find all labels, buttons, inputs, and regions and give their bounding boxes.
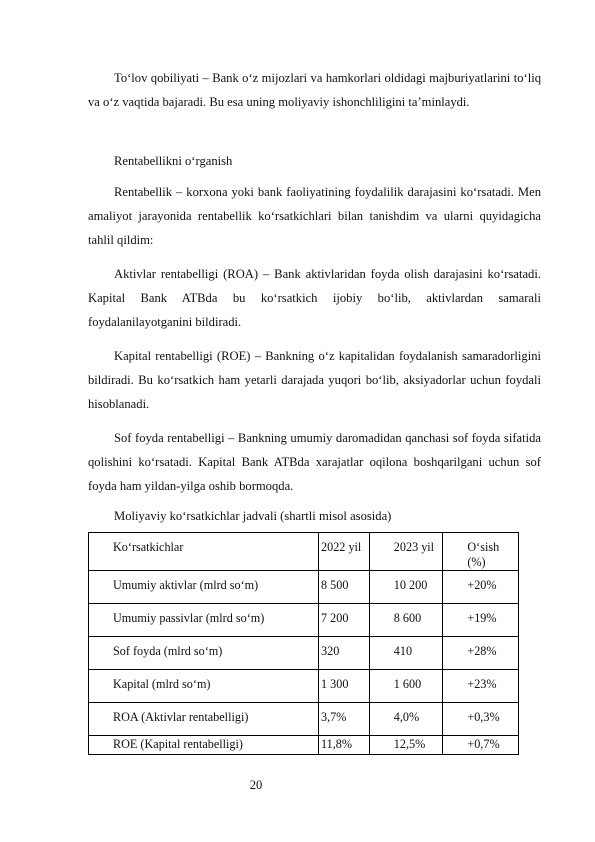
header-cell: O‘sish (%)	[467, 540, 500, 569]
table-cell: 3,7%	[321, 710, 347, 724]
table-row	[89, 604, 519, 637]
table-cell: 10 200	[393, 578, 428, 592]
table-cell: +23%	[467, 677, 497, 691]
section-heading-rentabellik: Rentabellikni o‘rganish	[114, 154, 233, 168]
table-cell: 410	[393, 644, 413, 658]
table-row	[89, 637, 519, 670]
table-cell: +28%	[467, 644, 497, 658]
table-cell: Kapital (mlrd so‘m)	[113, 677, 211, 691]
table-cell: Umumiy passivlar (mlrd so‘m)	[113, 611, 265, 625]
table-cell: Sof foyda (mlrd so‘m)	[113, 644, 223, 658]
table-caption: Moliyaviy ko‘rsatkichlar jadvali (shartli misol asosida)	[114, 509, 392, 523]
header-cell: Ko‘rsatkichlar	[113, 540, 184, 554]
table-cell: 11,8%	[321, 737, 353, 751]
table-cell: +0,3%	[467, 710, 500, 724]
table-cell: ROA (Aktivlar rentabelligi)	[113, 710, 249, 724]
table-cell: 8 500	[321, 578, 349, 592]
table-cell: +0,7%	[467, 737, 500, 751]
paragraph-sof-foyda: Sof foyda rentabelligi – Bankning umumiy daromadidan qanchasi sof foyda sifatida qolishini ko‘rsatadi. Kapital Bank ATBda xarajatlar oqilona boshqarilgani uchun sof foyda ham yildan-yilga oshib bormoqda.	[88, 431, 541, 493]
table-header-row	[89, 533, 519, 571]
paragraph-rentabellik: Rentabellik – korxona yoki bank faoliyatining foydalilik darajasini ko‘rsatadi. Men amaliyot jarayonida rentabellik ko‘rsatkichlari bilan tanishdim va ularni quyidagicha tahlil qildim:	[88, 185, 541, 247]
paragraph-roe: Kapital rentabelligi (ROE) – Bankning o‘z kapitalidan foydalanish samaradorligini bildiradi. Bu ko‘rsatkich ham yetarli darajada yuqori bo‘lib, aksiyadorlar uchun foydali hisoblanadi.	[88, 349, 541, 411]
table-cell: 1 600	[393, 677, 422, 691]
table-row	[89, 703, 519, 736]
table-cell: 7 200	[321, 611, 349, 625]
table-cell: 320	[321, 644, 340, 658]
paragraph-roa: Aktivlar rentabelligi (ROA) – Bank aktivlaridan foyda olish darajasini ko‘rsatadi. Kapital Bank ATBda bu ko‘rsatkich ijobiy bo‘lib, aktivlardan samarali foydalanilayotganini bildiradi.	[88, 267, 541, 329]
financial-indicators-table	[88, 532, 519, 755]
table-cell: +19%	[467, 611, 497, 625]
table-cell: Umumiy aktivlar (mlrd so‘m)	[113, 578, 259, 592]
header-cell: 2023 yil	[393, 540, 435, 554]
table-cell: 8 600	[393, 611, 422, 625]
header-cell: 2022 yil	[321, 540, 362, 554]
table-row	[89, 670, 519, 703]
table-cell: +20%	[467, 578, 497, 592]
table-cell: 12,5%	[393, 737, 426, 751]
table-cell: 1 300	[321, 677, 349, 691]
table-row	[89, 736, 519, 755]
table-cell: 4,0%	[393, 710, 420, 724]
page-number: 20	[249, 778, 263, 792]
table-row	[89, 571, 519, 604]
paragraph-tolov-qobiliyati: To‘lov qobiliyati – Bank o‘z mijozlari va hamkorlari oldidagi majburiyatlarini to‘liq va o‘z vaqtida bajaradi. Bu esa uning moliyaviy ishonchliligini ta’minlaydi.	[88, 71, 541, 109]
table-cell: ROE (Kapital rentabelligi)	[113, 737, 243, 751]
